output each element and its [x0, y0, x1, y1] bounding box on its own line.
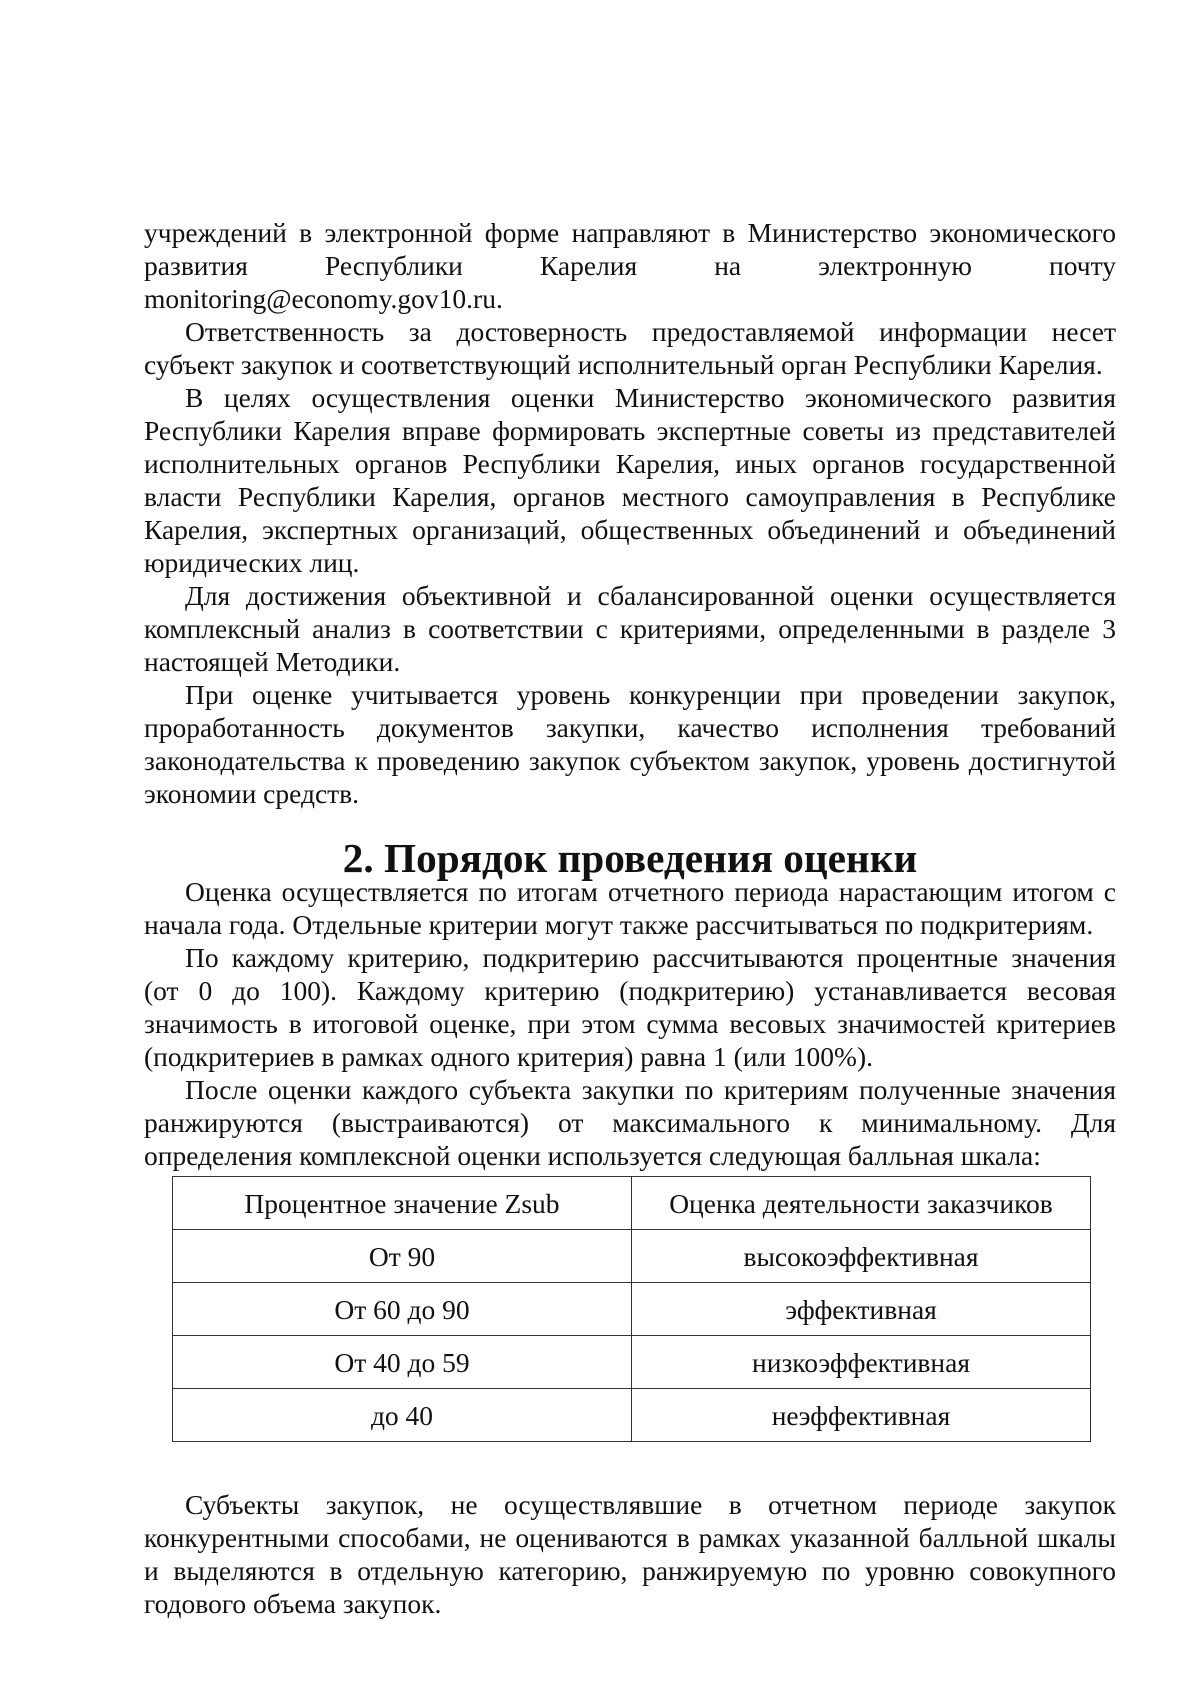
- expert-councils-paragraph: В целях осуществления оценки Министерство экономического развития Республики Карелия вправе формировать экспертные советы из представителей исполнительных органов Республики Карелия, иных органов государственной власти Республики Карелия, органов местного самоуправления в Республике Карелия, экспертных организаций, общественных объединений и объединений юридических лиц.: [144, 382, 1116, 578]
- rating-cell: высокоэффективная: [632, 1230, 1091, 1283]
- scoring-scale-table: [172, 1176, 1091, 1442]
- percent-cell: От 40 до 59: [173, 1336, 632, 1389]
- rating-cell: неэффективная: [632, 1389, 1091, 1442]
- document-page: [144, 216, 1116, 1620]
- percent-cell: От 90: [173, 1230, 632, 1283]
- responsibility-paragraph: Ответственность за достоверность предоставляемой информации несет субъект закупок и соответствующий исполнительный орган Республики Карелия.: [144, 316, 1116, 380]
- table-row: [173, 1336, 1091, 1389]
- ranking-paragraph: После оценки каждого субъекта закупки по критериям полученные значения ранжируются (выстраиваются) от максимального к минимальному. Для определения комплексной оценки используется следующая балльная шкала:: [144, 1074, 1116, 1171]
- header-activity-rating: Оценка деятельности заказчиков: [632, 1177, 1091, 1230]
- non-competitive-paragraph: Субъекты закупок, не осуществлявшие в отчетном периоде закупок конкурентными способами, не оцениваются в рамках указанной балльной шкалы и выделяются в отдельную категорию, ранжируемую по уровню совокупного годового объема закупок.: [144, 1489, 1116, 1619]
- percent-values-paragraph: По каждому критерию, подкритерию рассчитываются процентные значения (от 0 до 100). Каждому критерию (подкритерию) устанавливается весовая значимость в итоговой оценке, при этом сумма весовых значимостей критериев (подкритериев в рамках одного критерия) равна 1 (или 100%).: [144, 942, 1116, 1072]
- section-2-heading: 2. Порядок проведения оценки: [342, 835, 918, 881]
- table-row: [173, 1230, 1091, 1283]
- table-header-row: [173, 1177, 1091, 1230]
- intro-paragraph: учреждений в электронной форме направляют в Министерство экономического развития Республики Карелия на электронную почту monitoring@economy.gov10.ru.: [144, 217, 1116, 314]
- scale-table-wrapper: [144, 1176, 1116, 1442]
- percent-cell: до 40: [173, 1389, 632, 1442]
- period-paragraph: Оценка осуществляется по итогам отчетного периода нарастающим итогом с начала года. Отдельные критерии могут также рассчитываться по подкритериям.: [144, 876, 1116, 940]
- table-row: [173, 1283, 1091, 1336]
- percent-cell: От 60 до 90: [173, 1283, 632, 1336]
- rating-cell: эффективная: [632, 1283, 1091, 1336]
- table-row: [173, 1389, 1091, 1442]
- rating-cell: низкоэффективная: [632, 1336, 1091, 1389]
- evaluation-factors-paragraph: При оценке учитывается уровень конкуренции при проведении закупок, проработанность документов закупки, качество исполнения требований законодательства к проведению закупок субъектом закупок, уровень достигнутой экономии средств.: [144, 679, 1116, 809]
- header-percent-value: Процентное значение Zsub: [173, 1177, 632, 1230]
- complex-analysis-paragraph: Для достижения объективной и сбалансированной оценки осуществляется комплексный анализ в соответствии с критериями, определенными в разделе 3 настоящей Методики.: [144, 580, 1116, 677]
